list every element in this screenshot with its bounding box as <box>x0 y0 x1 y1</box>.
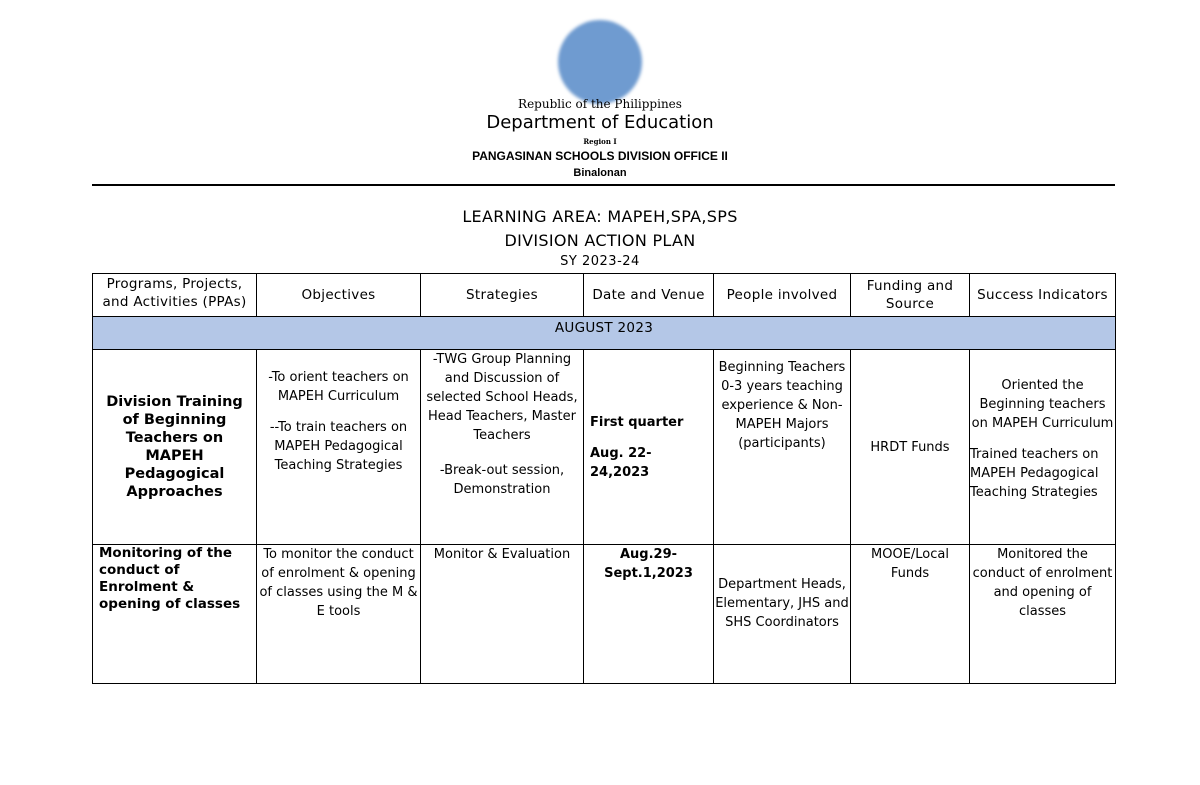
table-header-row <box>93 274 1116 317</box>
date-text: First quarter <box>590 414 684 430</box>
header-date-venue: Date and Venue <box>584 274 714 317</box>
table-row <box>93 350 1116 545</box>
strategy-text: -TWG Group Planning and Discussion of selected School Heads, Head Teachers, Master Teachers <box>426 352 578 443</box>
header-divider <box>92 184 1115 186</box>
republic-line: Republic of the Philippines <box>518 97 682 111</box>
objective-text: -To orient teachers on MAPEH Curriculum <box>268 370 409 404</box>
objectives-cell <box>257 350 421 545</box>
indicator-text: Oriented the Beginning teachers on MAPEH Curriculum <box>971 378 1114 431</box>
division-office: PANGASINAN SCHOOLS DIVISION OFFICE II <box>472 149 728 163</box>
header-funding: Funding and Source <box>851 274 970 317</box>
learning-area-title: LEARNING AREA: MAPEH,SPA,SPS <box>462 207 738 226</box>
ppa-cell: Monitoring of the conduct of Enrolment & opening of classes <box>93 545 257 684</box>
date-cell: Aug.29-Sept.1,2023 <box>584 545 714 684</box>
month-row <box>93 317 1116 350</box>
strategies-cell <box>421 350 584 545</box>
indicators-cell <box>970 350 1116 545</box>
action-plan-table <box>92 273 1116 684</box>
ppa-cell: Division Training of Beginning Teachers on MAPEH Pedagogical Approaches <box>93 350 257 545</box>
indicators-cell: Monitored the conduct of enrolment and opening of classes <box>970 545 1116 684</box>
school-year: SY 2023-24 <box>560 254 640 269</box>
department-name: Department of Education <box>486 112 714 133</box>
date-cell <box>584 350 714 545</box>
header-indicators: Success Indicators <box>970 274 1116 317</box>
indicator-text: Trained teachers on MAPEH Pedagogical Teaching Strategies <box>970 447 1099 500</box>
funding-cell: HRDT Funds <box>851 350 970 545</box>
deped-seal <box>558 20 642 104</box>
header-ppas: Programs, Projects, and Activities (PPAs) <box>93 274 257 317</box>
header-objectives: Objectives <box>257 274 421 317</box>
objective-text: --To train teachers on MAPEH Pedagogical Teaching Strategies <box>269 420 408 473</box>
people-cell: Department Heads, Elementary, JHS and SHS Coordinators <box>714 545 851 684</box>
header-strategies: Strategies <box>421 274 584 317</box>
funding-cell: MOOE/Local Funds <box>851 545 970 684</box>
strategies-cell: Monitor & Evaluation <box>421 545 584 684</box>
objectives-cell: To monitor the conduct of enrolment & opening of classes using the M & E tools <box>257 545 421 684</box>
town-line: Binalonan <box>573 167 627 179</box>
header-people: People involved <box>714 274 851 317</box>
people-cell: Beginning Teachers 0-3 years teaching experience & Non-MAPEH Majors (participants) <box>714 350 851 545</box>
month-label: AUGUST 2023 <box>93 317 1116 350</box>
date-text: Aug. 22-24,2023 <box>590 445 652 480</box>
table-row <box>93 545 1116 684</box>
region-line: Region I <box>583 137 617 146</box>
plan-title: DIVISION ACTION PLAN <box>504 231 696 250</box>
strategy-text: -Break-out session, Demonstration <box>439 463 565 497</box>
